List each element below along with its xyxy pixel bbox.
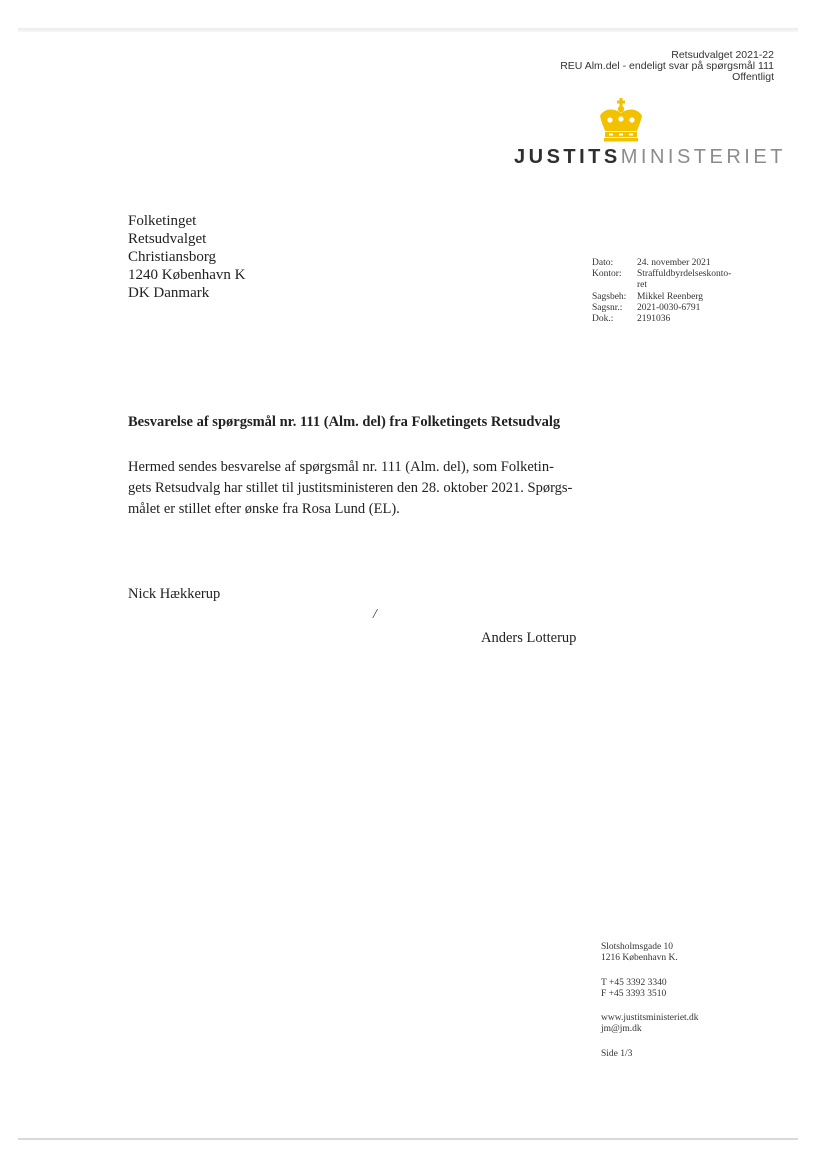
address-line: Retsudvalget [128, 231, 207, 247]
header-status: Offentligt [732, 71, 774, 83]
contact-street: Slotsholmsgade 10 [601, 942, 674, 952]
case-metadata [592, 258, 759, 325]
contact-fax: F +45 3393 3510 [601, 988, 667, 999]
contact-email-link[interactable]: jm@jm.dk [601, 1024, 642, 1035]
signature-separator: / [373, 607, 377, 622]
meta-value: Mikkel Reenberg [637, 291, 704, 302]
header-committee: Retsudvalget 2021-22 [671, 49, 774, 61]
meta-label: Dok.: [592, 314, 614, 325]
crown-icon [596, 98, 646, 144]
scan-edge-top [18, 28, 798, 32]
ministry-contact [601, 942, 699, 1060]
meta-value: ret [637, 280, 648, 291]
meta-row-sagsnr [592, 303, 759, 314]
meta-value: Straffuldbyrdelseskonto- [637, 269, 732, 280]
contact-website-link[interactable]: www.justitsministeriet.dk [601, 1013, 699, 1024]
body-line: Hermed sendes besvarelse af spørgsmål nr. 111 (Alm. del), som Folketin- [128, 459, 554, 475]
body-line: målet er stillet efter ønske fra Rosa Lund (EL). [128, 501, 400, 517]
scan-edge-bottom [18, 1138, 798, 1140]
wordmark-bold: JUSTITS [514, 146, 621, 168]
address-line: Christiansborg [128, 249, 217, 265]
meta-row-dok [592, 314, 759, 325]
document-header [414, 50, 774, 83]
meta-label: Sagsnr.: [592, 302, 623, 313]
contact-city: 1216 København K. [601, 953, 678, 964]
meta-label: Dato: [592, 258, 614, 268]
wordmark-light: MINISTERIET [620, 146, 786, 168]
header-reference: REU Alm.del - endeligt svar på spørgsmål 111 [560, 60, 774, 72]
signature-minister: Nick Hækkerup [128, 586, 221, 602]
letter-body [128, 457, 580, 520]
letter-subject: Besvarelse af spørgsmål nr. 111 (Alm. del) fra Folketingets Retsudvalg [128, 414, 561, 430]
meta-label: Kontor: [592, 269, 622, 280]
meta-row-kontor-cont [592, 280, 759, 291]
page-number: Side 1/3 [601, 1048, 633, 1059]
body-line: gets Retsudvalg har stillet til justitsministeren den 28. oktober 2021. Spørgs- [128, 480, 573, 496]
address-line: DK Danmark [128, 285, 210, 301]
meta-value: 2021-0030-6791 [637, 302, 701, 313]
meta-row-sagsbeh [592, 292, 759, 303]
meta-value: 24. november 2021 [637, 258, 711, 268]
recipient-address [128, 212, 245, 302]
meta-row-kontor [592, 269, 759, 280]
meta-label: Sagsbeh: [592, 291, 627, 302]
meta-value: 2191036 [637, 314, 671, 325]
signature-official: Anders Lotterup [481, 630, 577, 646]
ministry-wordmark [514, 146, 786, 169]
contact-phone: T +45 3392 3340 [601, 977, 667, 988]
address-line: 1240 København K [128, 267, 246, 283]
meta-row-dato [592, 258, 759, 269]
address-line: Folketinget [128, 213, 197, 229]
